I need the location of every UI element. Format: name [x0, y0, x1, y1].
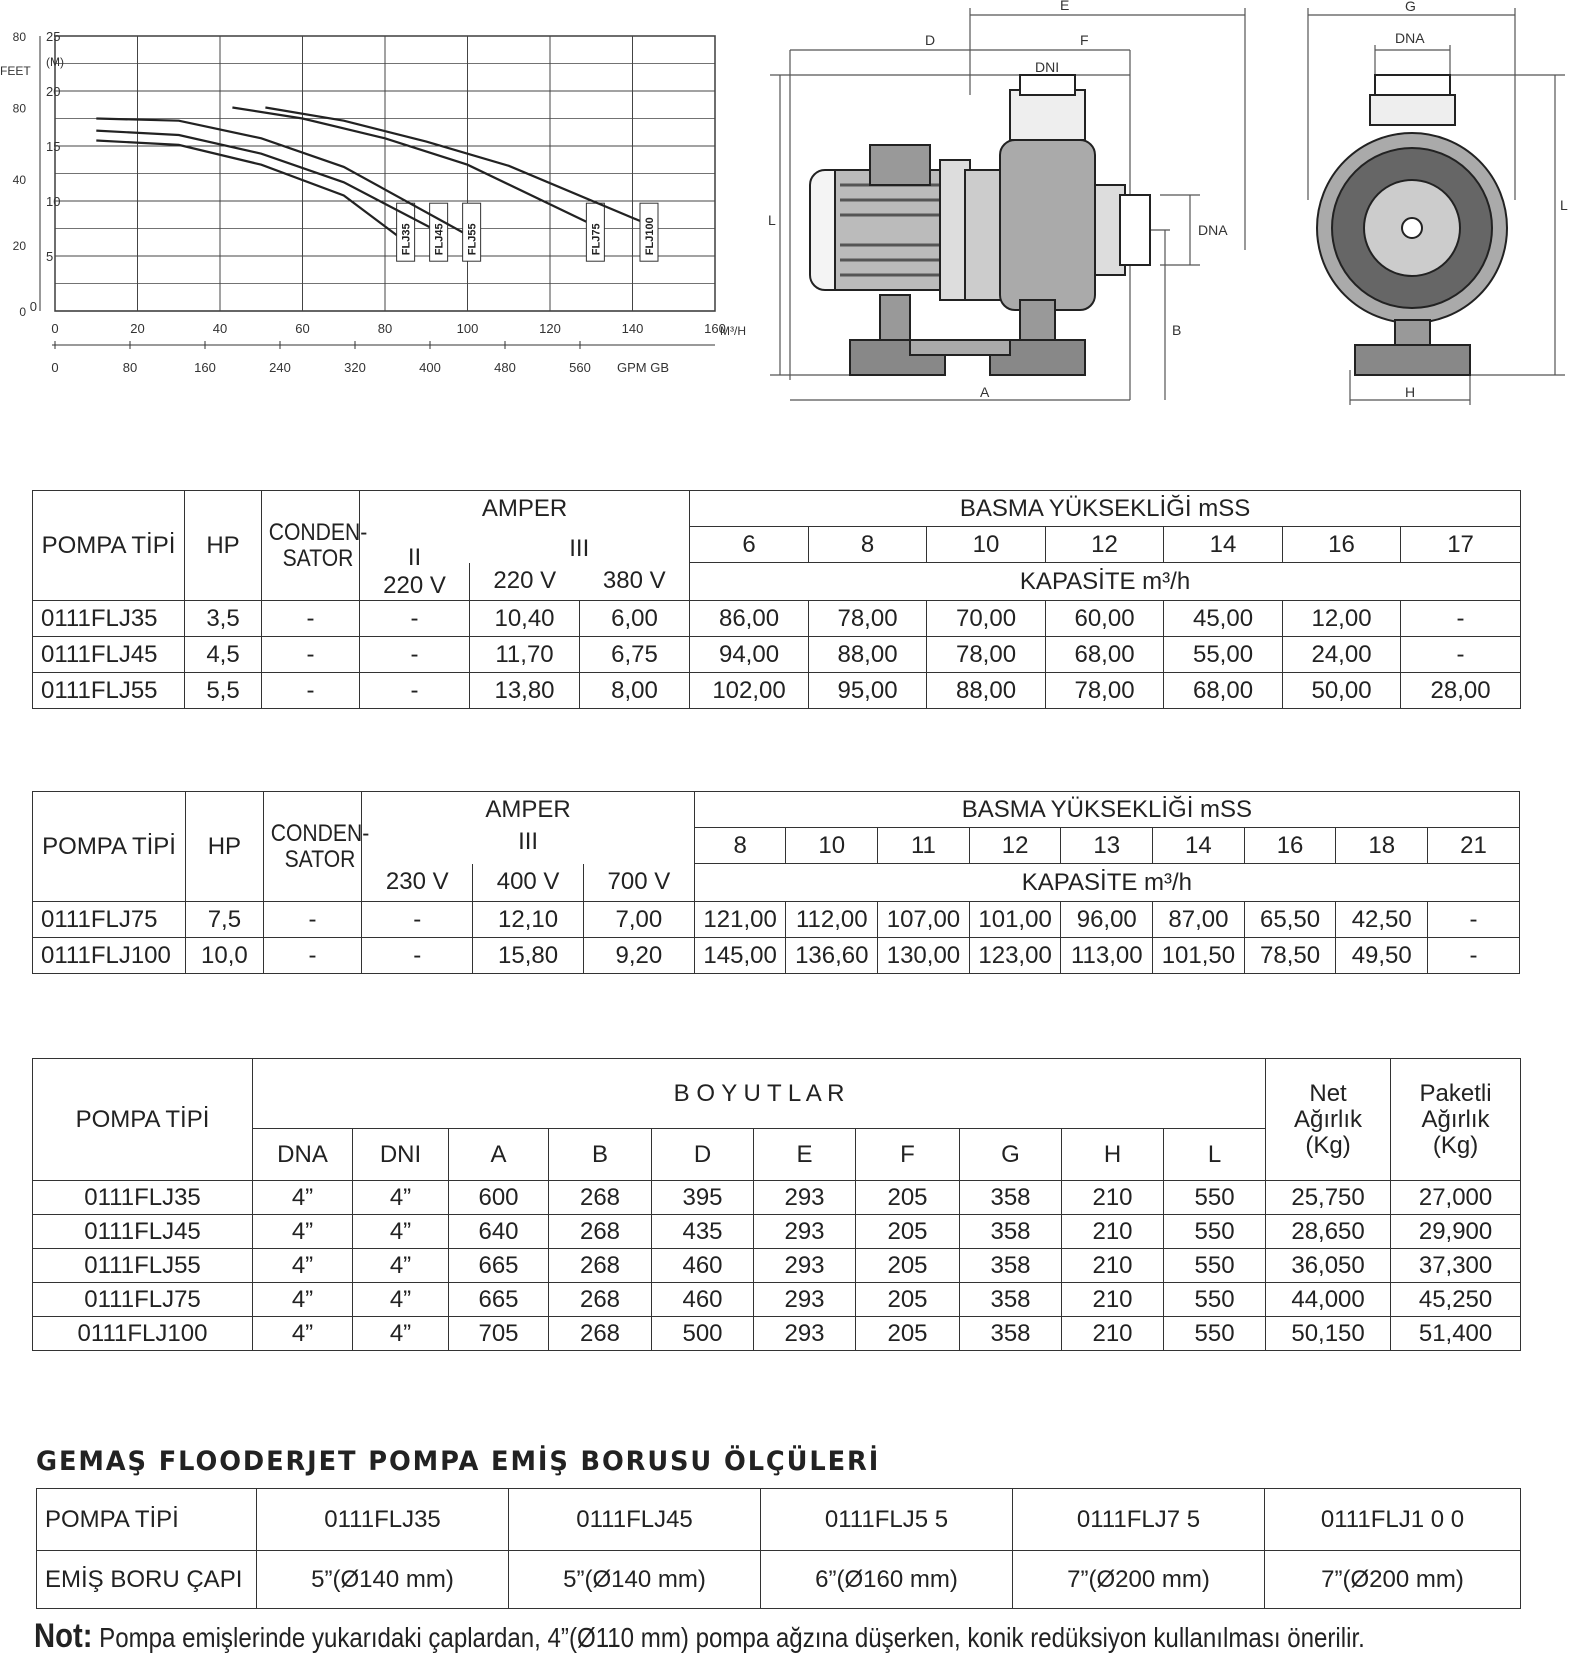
- value-cell: 112,00: [786, 902, 878, 938]
- value-cell: 78,50: [1244, 938, 1336, 974]
- y-tick-label: 0: [29, 299, 37, 314]
- value-cell: 4”: [353, 1283, 449, 1317]
- header-condensator: CONDEN- SATOR: [262, 491, 360, 601]
- value-cell: 25,750: [1266, 1181, 1391, 1215]
- value-cell: -: [262, 673, 360, 709]
- section-title: GEMAŞ FLOODERJET POMPA EMİŞ BORUSU ÖLÇÜLERİ: [36, 1446, 881, 1477]
- value-cell: 4”: [353, 1181, 449, 1215]
- value-cell: 4”: [253, 1181, 353, 1215]
- value-cell: -: [262, 601, 360, 637]
- value-cell: 78,00: [927, 637, 1046, 673]
- value-cell: 50,00: [1283, 673, 1401, 709]
- head-col: 6: [690, 527, 809, 563]
- pump-type-cell: 0111FLJ45: [33, 1215, 253, 1249]
- table-row: [33, 902, 1520, 938]
- value-cell: 15,80: [473, 938, 584, 974]
- pump-type-cell: 0111FLJ75: [33, 1283, 253, 1317]
- value-cell: 3,5: [185, 601, 262, 637]
- value-cell: 7,00: [583, 902, 694, 938]
- value-cell: 44,000: [1266, 1283, 1391, 1317]
- dimension-col-header: H: [1062, 1129, 1164, 1181]
- value-cell: 101,50: [1153, 938, 1245, 974]
- x-unit-label: M³/H: [720, 324, 746, 338]
- y-left-tick-label: 80: [12, 30, 26, 44]
- header-volt-220-2: 220 V: [470, 563, 580, 601]
- header-phase-ii: II: [407, 544, 422, 571]
- value-cell: 358: [960, 1317, 1062, 1351]
- pump-side-view-drawing: [768, 0, 1280, 410]
- row-header: EMİŞ BORU ÇAPI: [37, 1551, 257, 1609]
- header-basma: BASMA YÜKSEKLİĞİ mSS: [690, 491, 1521, 527]
- header-kapasite: KAPASİTE m³/h: [694, 864, 1519, 902]
- head-col: 18: [1336, 828, 1428, 864]
- table-row: [33, 637, 1521, 673]
- value-cell: 210: [1062, 1181, 1164, 1215]
- value-cell: 268: [549, 1215, 652, 1249]
- value-cell: 102,00: [690, 673, 809, 709]
- pump-type-cell: 0111FLJ7 5: [1013, 1489, 1265, 1551]
- dimension-col-header: L: [1164, 1129, 1266, 1181]
- pump-type-cell: 0111FLJ55: [33, 1249, 253, 1283]
- header-amper: AMPER: [362, 792, 694, 828]
- value-cell: 205: [856, 1215, 960, 1249]
- value-cell: 113,00: [1061, 938, 1153, 974]
- value-cell: 12,10: [473, 902, 584, 938]
- head-col: 11: [878, 828, 970, 864]
- curve-label: FLJ55: [466, 223, 479, 256]
- dimension-col-header: A: [449, 1129, 549, 1181]
- chart-curves: [96, 108, 658, 262]
- value-cell: 205: [856, 1283, 960, 1317]
- y-unit-label: (M): [46, 55, 64, 69]
- y-tick-label: 25: [46, 29, 61, 44]
- dimension-col-header: B: [549, 1129, 652, 1181]
- value-cell: 205: [856, 1317, 960, 1351]
- head-col: 21: [1428, 828, 1520, 864]
- value-cell: 130,00: [878, 938, 970, 974]
- table-row: [33, 1249, 1521, 1283]
- label-L-front: L: [1560, 197, 1568, 213]
- value-cell: 51,400: [1391, 1317, 1521, 1351]
- value-cell: 7,5: [186, 902, 264, 938]
- head-col: 13: [1061, 828, 1153, 864]
- label-DNA: DNA: [1198, 222, 1228, 238]
- head-col: 16: [1244, 828, 1336, 864]
- value-cell: 50,150: [1266, 1317, 1391, 1351]
- table-row: [33, 673, 1521, 709]
- pump-type-cell: 0111FLJ45: [509, 1489, 761, 1551]
- curve-label: FLJ45: [433, 223, 446, 256]
- dimensions-table: [32, 1058, 1521, 1351]
- value-cell: 665: [449, 1249, 549, 1283]
- x2-tick-label: 160: [194, 360, 216, 375]
- header-net-agirlik: Net Ağırlık (Kg): [1266, 1059, 1391, 1181]
- x2-unit-label: GPM GB: [616, 360, 670, 375]
- value-cell: 6,75: [580, 637, 690, 673]
- header-phase-iii: III: [362, 828, 694, 864]
- header-phase-iii: III: [470, 527, 690, 563]
- value-cell: 550: [1164, 1317, 1266, 1351]
- dimension-col-header: DNI: [353, 1129, 449, 1181]
- header-boyutlar: B O Y U T L A R: [253, 1059, 1266, 1129]
- value-cell: 45,250: [1391, 1283, 1521, 1317]
- pipe-size-cell: 7”(Ø200 mm): [1013, 1551, 1265, 1609]
- header-hp: HP: [185, 491, 262, 601]
- value-cell: 28,650: [1266, 1215, 1391, 1249]
- curve-label: FLJ35: [400, 223, 413, 256]
- y-tick-label: 20: [46, 84, 61, 99]
- suction-pipe-table: [36, 1488, 1521, 1609]
- pump-type-cell: 0111FLJ35: [33, 601, 185, 637]
- pipe-size-cell: 7”(Ø200 mm): [1265, 1551, 1521, 1609]
- table-row: [33, 1181, 1521, 1215]
- dimension-col-header: F: [856, 1129, 960, 1181]
- head-col: 12: [1046, 527, 1164, 563]
- pump-type-cell: 0111FLJ1 0 0: [1265, 1489, 1521, 1551]
- x2-tick-label: 80: [122, 360, 138, 375]
- y-left-tick-label: 0: [19, 305, 26, 319]
- header-hp: HP: [186, 792, 264, 902]
- value-cell: -: [362, 902, 473, 938]
- value-cell: 8,00: [580, 673, 690, 709]
- performance-table-1: [32, 490, 1521, 709]
- head-col: 14: [1164, 527, 1283, 563]
- label-A: A: [980, 384, 990, 400]
- header-volt-700: 700 V: [583, 864, 694, 902]
- value-cell: 65,50: [1244, 902, 1336, 938]
- value-cell: 550: [1164, 1215, 1266, 1249]
- y-tick-label: 10: [46, 194, 61, 209]
- value-cell: 88,00: [809, 637, 927, 673]
- value-cell: 68,00: [1046, 637, 1164, 673]
- pump-type-cell: 0111FLJ35: [33, 1181, 253, 1215]
- dimension-col-header: E: [754, 1129, 856, 1181]
- value-cell: -: [1428, 902, 1520, 938]
- label-D: D: [925, 32, 936, 48]
- value-cell: 94,00: [690, 637, 809, 673]
- label-H: H: [1405, 384, 1416, 400]
- curve-label: FLJ75: [590, 223, 603, 256]
- value-cell: 78,00: [809, 601, 927, 637]
- performance-table-2: [32, 791, 1520, 974]
- value-cell: 705: [449, 1317, 549, 1351]
- label-G: G: [1405, 0, 1416, 14]
- value-cell: 12,00: [1283, 601, 1401, 637]
- head-col: 8: [809, 527, 927, 563]
- value-cell: 210: [1062, 1249, 1164, 1283]
- value-cell: 268: [549, 1181, 652, 1215]
- header-volt-230: 230 V: [362, 864, 473, 902]
- value-cell: 24,00: [1283, 637, 1401, 673]
- x2-tick-label: 240: [269, 360, 291, 375]
- value-cell: 121,00: [694, 902, 786, 938]
- pipe-size-cell: 5”(Ø140 mm): [509, 1551, 761, 1609]
- value-cell: 78,00: [1046, 673, 1164, 709]
- value-cell: 210: [1062, 1215, 1164, 1249]
- curve-label: FLJ100: [644, 217, 656, 256]
- value-cell: 96,00: [1061, 902, 1153, 938]
- header-basma: BASMA YÜKSEKLİĞİ mSS: [694, 792, 1519, 828]
- y-left-tick-label: 20: [12, 239, 26, 253]
- x-tick-label: 100: [456, 321, 479, 336]
- value-cell: 205: [856, 1249, 960, 1283]
- y-tick-label: 5: [46, 249, 54, 264]
- value-cell: 4”: [353, 1249, 449, 1283]
- head-col: 10: [927, 527, 1046, 563]
- x-tick-label: 20: [130, 321, 145, 336]
- pump-front-view-drawing: [1290, 0, 1570, 410]
- value-cell: 5,5: [185, 673, 262, 709]
- value-cell: 45,00: [1164, 601, 1283, 637]
- header-kapasite: KAPASİTE m³/h: [690, 563, 1521, 601]
- value-cell: 4,5: [185, 637, 262, 673]
- value-cell: 293: [754, 1283, 856, 1317]
- value-cell: 210: [1062, 1317, 1164, 1351]
- footnote: [34, 1617, 1365, 1656]
- value-cell: 87,00: [1153, 902, 1245, 938]
- value-cell: 28,00: [1401, 673, 1521, 709]
- value-cell: 268: [549, 1249, 652, 1283]
- value-cell: 6,00: [580, 601, 690, 637]
- x-tick-label: 80: [377, 321, 393, 336]
- value-cell: -: [262, 637, 360, 673]
- label-DNI: DNI: [1035, 59, 1060, 75]
- value-cell: 665: [449, 1283, 549, 1317]
- value-cell: 4”: [253, 1215, 353, 1249]
- y-left-tick-label: 80: [12, 101, 26, 116]
- x-tick-label: 0: [51, 321, 59, 336]
- label-B: B: [1172, 322, 1182, 338]
- chart-grid: [40, 36, 715, 349]
- value-cell: 4”: [253, 1317, 353, 1351]
- value-cell: 268: [549, 1283, 652, 1317]
- x-tick-label: 140: [621, 321, 644, 336]
- value-cell: 460: [652, 1283, 754, 1317]
- value-cell: 49,50: [1336, 938, 1428, 974]
- value-cell: 29,900: [1391, 1215, 1521, 1249]
- head-col: 8: [694, 828, 786, 864]
- value-cell: 55,00: [1164, 637, 1283, 673]
- value-cell: 550: [1164, 1283, 1266, 1317]
- header-condensator: CONDEN- SATOR: [263, 792, 362, 902]
- pump-type-cell: 0111FLJ45: [33, 637, 185, 673]
- header-amper: AMPER: [360, 491, 690, 527]
- pump-type-cell: 0111FLJ100: [33, 1317, 253, 1351]
- value-cell: 268: [549, 1317, 652, 1351]
- table-row: [33, 1215, 1521, 1249]
- pump-type-cell: 0111FLJ5 5: [761, 1489, 1013, 1551]
- value-cell: -: [263, 938, 362, 974]
- value-cell: 136,60: [786, 938, 878, 974]
- head-col: 10: [786, 828, 878, 864]
- x2-tick-label: 560: [569, 360, 591, 375]
- value-cell: 358: [960, 1249, 1062, 1283]
- x2-tick-label: 480: [494, 360, 516, 375]
- value-cell: 95,00: [809, 673, 927, 709]
- value-cell: 293: [754, 1181, 856, 1215]
- table-row: [33, 1283, 1521, 1317]
- value-cell: 145,00: [694, 938, 786, 974]
- value-cell: 13,80: [470, 673, 580, 709]
- value-cell: 205: [856, 1181, 960, 1215]
- value-cell: 395: [652, 1181, 754, 1215]
- value-cell: 42,50: [1336, 902, 1428, 938]
- value-cell: 60,00: [1046, 601, 1164, 637]
- dimension-col-header: G: [960, 1129, 1062, 1181]
- value-cell: 86,00: [690, 601, 809, 637]
- value-cell: 70,00: [927, 601, 1046, 637]
- pipe-size-cell: 5”(Ø140 mm): [257, 1551, 509, 1609]
- label-DNA-front: DNA: [1395, 30, 1425, 46]
- pump-type-cell: 0111FLJ55: [33, 673, 185, 709]
- value-cell: -: [360, 637, 470, 673]
- value-cell: 88,00: [927, 673, 1046, 709]
- y-left-tick-label: 40: [12, 173, 26, 187]
- performance-chart: [0, 0, 760, 390]
- value-cell: 123,00: [969, 938, 1061, 974]
- value-cell: 293: [754, 1249, 856, 1283]
- value-cell: 4”: [253, 1283, 353, 1317]
- head-col: 12: [969, 828, 1061, 864]
- value-cell: 101,00: [969, 902, 1061, 938]
- value-cell: -: [362, 938, 473, 974]
- dimension-col-header: D: [652, 1129, 754, 1181]
- y-left-unit-label: FEET: [0, 64, 31, 78]
- head-col: 14: [1153, 828, 1245, 864]
- value-cell: 210: [1062, 1283, 1164, 1317]
- header-volt-220-1: 220 V: [383, 572, 446, 599]
- chart-labels: [0, 29, 746, 375]
- value-cell: 11,70: [470, 637, 580, 673]
- label-L: L: [768, 212, 776, 228]
- value-cell: 600: [449, 1181, 549, 1215]
- x-tick-label: 60: [295, 321, 310, 336]
- pump-type-cell: 0111FLJ35: [257, 1489, 509, 1551]
- value-cell: 27,000: [1391, 1181, 1521, 1215]
- header-volt-380: 380 V: [580, 563, 690, 601]
- header-paketli-agirlik: Paketli Ağırlık (Kg): [1391, 1059, 1521, 1181]
- value-cell: 4”: [353, 1215, 449, 1249]
- header-volt-400: 400 V: [473, 864, 584, 902]
- value-cell: 550: [1164, 1181, 1266, 1215]
- value-cell: 358: [960, 1181, 1062, 1215]
- x-tick-label: 120: [539, 321, 561, 336]
- value-cell: 107,00: [878, 902, 970, 938]
- label-F: F: [1080, 32, 1089, 48]
- value-cell: 293: [754, 1215, 856, 1249]
- value-cell: 460: [652, 1249, 754, 1283]
- value-cell: -: [263, 902, 362, 938]
- value-cell: 4”: [353, 1317, 449, 1351]
- note-label: Not:: [34, 1617, 93, 1655]
- value-cell: 9,20: [583, 938, 694, 974]
- value-cell: 4”: [253, 1249, 353, 1283]
- value-cell: 435: [652, 1215, 754, 1249]
- note-text: Pompa emişlerinde yukarıdaki çaplardan, 4”(Ø110 mm) pompa ağzına düşerken, konik redüksiyon kullanılması önerilir.: [92, 1622, 1365, 1653]
- x2-tick-label: 0: [51, 360, 59, 375]
- value-cell: 293: [754, 1317, 856, 1351]
- x-tick-label: 160: [704, 321, 726, 336]
- y-tick-label: 15: [46, 139, 61, 154]
- value-cell: 10,40: [470, 601, 580, 637]
- value-cell: -: [360, 673, 470, 709]
- value-cell: -: [1401, 601, 1521, 637]
- value-cell: 358: [960, 1283, 1062, 1317]
- head-col: 16: [1283, 527, 1401, 563]
- pipe-size-cell: 6”(Ø160 mm): [761, 1551, 1013, 1609]
- value-cell: 358: [960, 1215, 1062, 1249]
- value-cell: 68,00: [1164, 673, 1283, 709]
- table-row: [33, 601, 1521, 637]
- head-col: 17: [1401, 527, 1521, 563]
- x2-tick-label: 400: [419, 360, 441, 375]
- value-cell: -: [360, 601, 470, 637]
- value-cell: 640: [449, 1215, 549, 1249]
- label-E: E: [1060, 0, 1070, 13]
- value-cell: 10,0: [186, 938, 264, 974]
- value-cell: 36,050: [1266, 1249, 1391, 1283]
- value-cell: 550: [1164, 1249, 1266, 1283]
- value-cell: 37,300: [1391, 1249, 1521, 1283]
- header-pompa-tipi: POMPA TİPİ: [33, 491, 185, 601]
- x-tick-label: 40: [212, 321, 228, 336]
- table-row: [33, 938, 1520, 974]
- dimension-col-header: DNA: [253, 1129, 353, 1181]
- pump-type-cell: 0111FLJ100: [33, 938, 186, 974]
- value-cell: -: [1401, 637, 1521, 673]
- row-header: POMPA TİPİ: [37, 1489, 257, 1551]
- header-pompa-tipi: POMPA TİPİ: [33, 1059, 253, 1181]
- x2-tick-label: 320: [344, 360, 366, 375]
- value-cell: -: [1428, 938, 1520, 974]
- value-cell: 500: [652, 1317, 754, 1351]
- table-row: [33, 1317, 1521, 1351]
- pump-type-cell: 0111FLJ75: [33, 902, 186, 938]
- header-pompa-tipi: POMPA TİPİ: [33, 792, 186, 902]
